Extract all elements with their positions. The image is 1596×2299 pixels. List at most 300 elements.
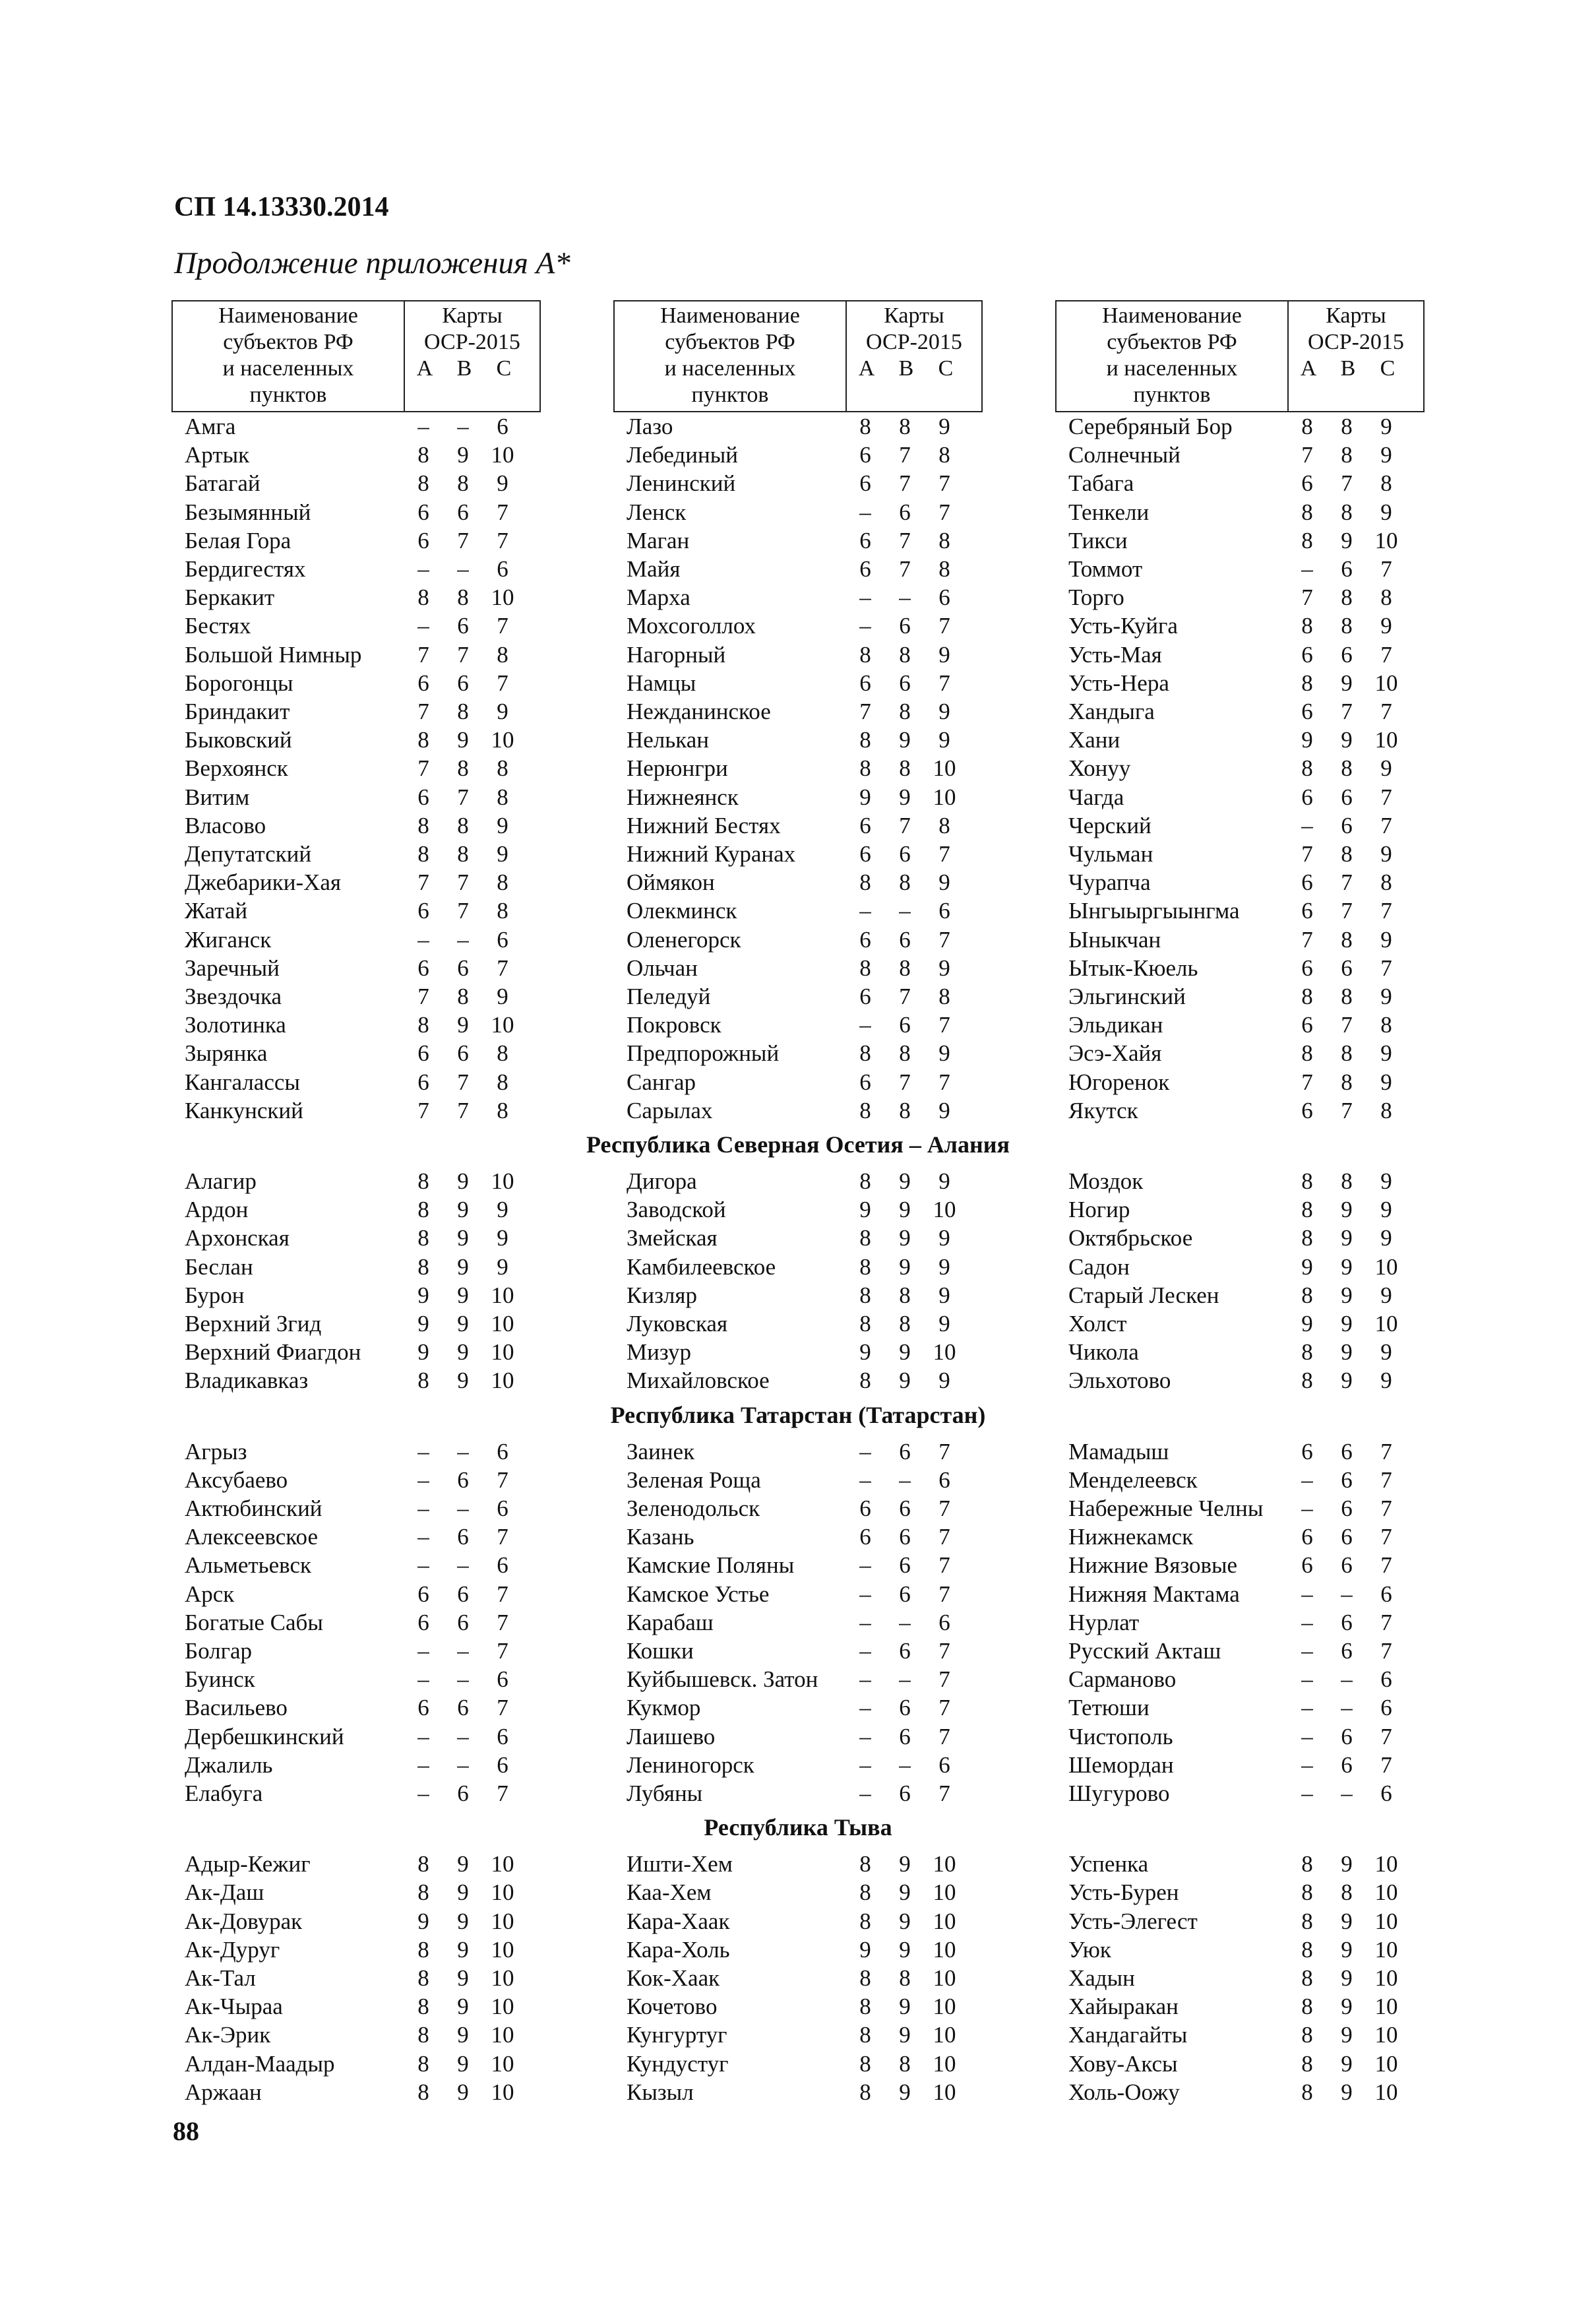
intensity-c: 7 [938,1496,950,1521]
settlement-name: Джалиль [185,1751,273,1778]
table-row [171,555,567,583]
intensity-a: 6 [859,1496,871,1521]
intensity-b: 8 [899,1311,911,1337]
intensity-c: 8 [497,1040,508,1067]
intensity-c: 9 [1380,1197,1392,1223]
intensity-c: 10 [1374,727,1398,753]
table-row [613,1494,1009,1523]
intensity-c: 10 [1374,2050,1398,2077]
header-name-line: пунктов [249,383,327,407]
settlement-name: Уюк [1068,1936,1111,1963]
intensity-c: 9 [1380,1168,1392,1194]
table-row [1055,1936,1451,1964]
settlement-name: Альметьевск [185,1552,312,1579]
intensity-b: 6 [457,1609,469,1635]
intensity-a: 6 [1301,955,1313,981]
intensity-a: – [1301,1695,1313,1721]
intensity-c: 7 [497,613,508,639]
settlement-name: Агрыз [185,1438,247,1464]
intensity-a: 8 [417,727,429,753]
table-row [171,726,567,754]
table-row [613,1167,1009,1195]
intensity-c: 6 [497,926,508,953]
intensity-b: 9 [457,442,469,468]
intensity-a: – [1301,1751,1313,1778]
table-row [613,2050,1009,2078]
settlement-name: Хайыракан [1068,1994,1179,2020]
intensity-b: 6 [899,1695,911,1721]
intensity-a: 8 [417,812,429,838]
table-row [1055,1992,1451,2021]
settlement-name: Кукмор [627,1695,701,1721]
intensity-b: 9 [1341,1311,1353,1337]
intensity-c: 9 [1380,442,1392,468]
intensity-b: – [899,1466,911,1493]
intensity-a: – [1301,1496,1313,1521]
intensity-c: 7 [497,499,508,525]
intensity-b: 6 [1341,556,1353,582]
intensity-b: – [457,1751,469,1778]
intensity-a: – [859,1012,871,1038]
intensity-c: 9 [1380,499,1392,525]
intensity-b: 6 [1341,812,1353,838]
intensity-b: 6 [899,499,911,525]
intensity-b: 6 [1341,1751,1353,1778]
settlement-name: Арск [185,1581,235,1607]
settlement-name: Оймякон [627,869,715,896]
table-row [613,954,1009,982]
intensity-c: 9 [938,641,950,668]
intensity-b: 7 [457,898,469,924]
settlement-name: Борогонцы [185,670,293,696]
intensity-a: 9 [859,1197,871,1223]
intensity-c: 7 [938,1780,950,1806]
settlement-name: Хандыга [1068,699,1155,724]
settlement-name: Лубяны [627,1780,703,1806]
intensity-a: 8 [859,1040,871,1067]
intensity-a: 8 [859,1965,871,1991]
intensity-c: 10 [491,2050,514,2077]
intensity-b: 8 [457,699,469,724]
settlement-name: Артык [185,442,250,468]
intensity-b: 7 [457,1069,469,1095]
intensity-c: 7 [497,1638,508,1664]
intensity-a: 9 [859,784,871,810]
table-row [613,897,1009,925]
intensity-c: 6 [497,1666,508,1693]
settlement-name: Эльдикан [1068,1012,1163,1038]
intensity-a: – [1301,1666,1313,1693]
intensity-c: 9 [1380,1282,1392,1308]
intensity-b: 9 [899,727,911,753]
settlement-name: Холь-Оожу [1068,2079,1180,2105]
settlement-name: Нежданинское [627,699,771,724]
intensity-b: 6 [457,1581,469,1607]
settlement-name: Дербешкинский [185,1723,344,1749]
intensity-c: 7 [938,926,950,953]
intensity-a: 8 [417,841,429,867]
table-row [613,1281,1009,1309]
intensity-b: 9 [1341,1936,1353,1963]
intensity-c: 10 [1374,670,1398,696]
intensity-c: 8 [497,755,508,782]
table-row [613,1011,1009,1039]
document-code: СП 14.13330.2014 [174,192,389,222]
intensity-b: 9 [457,1012,469,1038]
intensity-c: 9 [938,869,950,896]
settlement-name: Зырянка [185,1040,268,1067]
table-row [613,1195,1009,1224]
table-row [171,641,567,669]
settlement-name: Олекминск [627,898,737,924]
intensity-b: 9 [457,1197,469,1223]
intensity-b: 9 [457,1311,469,1337]
settlement-name: Русский Акташ [1068,1638,1221,1664]
table-row [1055,1366,1451,1395]
settlement-name: Усть-Нера [1068,670,1169,696]
intensity-b: 8 [457,812,469,838]
settlement-name: Хонуу [1068,755,1131,782]
intensity-a: 6 [1301,1012,1313,1038]
table-row [1055,1224,1451,1252]
table-row [613,1907,1009,1936]
intensity-b: 8 [457,841,469,867]
header-maps-column [405,303,539,356]
settlement-name: Кара-Холь [627,1936,730,1963]
intensity-b: 8 [1341,1168,1353,1194]
intensity-a: 8 [417,1936,429,1963]
settlement-name: Камбилеевское [627,1253,776,1280]
intensity-a: – [1301,1466,1313,1493]
intensity-a: 8 [1301,1225,1313,1251]
table-row [613,1637,1009,1665]
intensity-c: 8 [938,442,950,468]
header-maps-line: ОСР-2015 [1308,330,1404,354]
intensity-c: 7 [938,1638,950,1664]
table-header [171,300,541,412]
intensity-b: 6 [457,613,469,639]
intensity-b: 7 [899,556,911,582]
intensity-a: 8 [1301,1851,1313,1877]
intensity-a: – [417,1496,429,1521]
intensity-b: 6 [899,1438,911,1464]
intensity-a: – [859,1438,871,1464]
header-letter: А [1300,356,1317,381]
table-row [613,2021,1009,2049]
settlement-name: Марха [627,584,691,611]
table-row [1055,1637,1451,1665]
intensity-a: 9 [1301,1311,1313,1337]
intensity-c: 9 [938,699,950,724]
intensity-b: 9 [457,727,469,753]
settlement-name: Ногир [1068,1197,1130,1223]
intensity-a: 6 [859,670,871,696]
intensity-b: – [457,1438,469,1464]
intensity-a: – [417,1438,429,1464]
table-row [171,1964,567,1992]
intensity-a: 8 [1301,2022,1313,2048]
intensity-c: 7 [497,955,508,981]
settlement-name: Торго [1068,584,1124,611]
settlement-name: Аржаан [185,2079,262,2105]
intensity-b: 8 [899,2050,911,2077]
settlement-name: Мохсоголлох [627,613,756,639]
intensity-c: 9 [1380,1040,1392,1067]
table-row [1055,1779,1451,1808]
table-row [171,1281,567,1309]
settlement-name: Лебединый [627,442,738,468]
table-row [1055,982,1451,1011]
table-row [171,1253,567,1281]
intensity-b: 8 [899,699,911,724]
intensity-c: 10 [1374,527,1398,553]
intensity-a: 6 [1301,1524,1313,1550]
settlement-name: Шугурово [1068,1780,1170,1806]
intensity-a: – [859,1666,871,1693]
intensity-b: 9 [1341,1282,1353,1308]
intensity-b: 7 [457,1097,469,1123]
intensity-c: 9 [1380,926,1392,953]
intensity-c: 8 [938,984,950,1009]
table-row [613,868,1009,897]
header-maps-line: Карты [1326,303,1386,328]
table-row [1055,954,1451,982]
settlement-name: Лениногорск [627,1751,754,1778]
settlement-name: Витим [185,784,250,810]
intensity-c: 9 [1380,1339,1392,1366]
table-row [613,583,1009,612]
table-row [1055,1011,1451,1039]
settlement-name: Беркакит [185,584,275,611]
intensity-b: 8 [899,641,911,668]
settlement-name: Садон [1068,1253,1130,1280]
intensity-c: 7 [938,1666,950,1693]
intensity-b: – [457,556,469,582]
table-row [171,2078,567,2106]
intensity-b: 6 [899,841,911,867]
intensity-b: 6 [1341,955,1353,981]
region-heading: Республика Тыва [704,1814,892,1841]
intensity-b: 9 [1341,527,1353,553]
intensity-a: – [417,414,429,439]
intensity-b: 8 [899,869,911,896]
intensity-c: 7 [497,527,508,553]
intensity-b: 7 [457,784,469,810]
settlement-name: Ынгыыргыынгма [1068,898,1240,924]
table-row [1055,1096,1451,1125]
settlement-name: Усть-Элегест [1068,1908,1198,1934]
settlement-name: Ак-Довурак [185,1908,303,1934]
settlement-name: Елабуга [185,1780,263,1806]
intensity-a: 8 [1301,1994,1313,2020]
intensity-b: 9 [1341,2022,1353,2048]
table-row [171,1751,567,1779]
settlement-name: Кочетово [627,1994,718,2020]
table-row [1055,1551,1451,1579]
intensity-c: 10 [1374,2022,1398,2048]
intensity-c: 9 [938,1253,950,1280]
table-row [171,868,567,897]
settlement-name: Заинек [627,1438,695,1464]
settlement-name: Бердигестях [185,556,306,582]
intensity-b: – [457,1496,469,1521]
settlement-name: Аксубаево [185,1466,288,1493]
intensity-b: – [1341,1666,1353,1693]
table-row [171,526,567,555]
header-name-column [173,303,404,408]
intensity-b: 9 [1341,2050,1353,2077]
settlement-name: Предпорожный [627,1040,780,1067]
intensity-a: – [417,1666,429,1693]
settlement-name: Ленинский [627,470,736,497]
intensity-b: – [457,1552,469,1579]
intensity-b: 8 [899,1040,911,1067]
intensity-b: 9 [457,1994,469,2020]
intensity-a: 6 [1301,1552,1313,1579]
settlement-name: Октябрьское [1068,1225,1193,1251]
table-row [171,1096,567,1125]
intensity-c: 7 [497,670,508,696]
intensity-a: 9 [859,1936,871,1963]
settlement-name: Кундустуг [627,2050,729,2077]
intensity-c: 7 [1380,1609,1392,1635]
intensity-a: 8 [859,1225,871,1251]
intensity-b: – [457,1666,469,1693]
settlement-name: Серебряный Бор [1068,414,1233,439]
intensity-b: 7 [899,1069,911,1095]
intensity-a: 7 [417,984,429,1009]
settlement-name: Хадын [1068,1965,1135,1991]
table-row [613,441,1009,469]
intensity-b: 7 [457,527,469,553]
intensity-a: 8 [417,1168,429,1194]
settlement-name: Нижнекамск [1068,1524,1194,1550]
table-row [613,612,1009,640]
header-letter: В [456,356,472,381]
intensity-c: 10 [1374,1879,1398,1906]
intensity-b: 7 [457,869,469,896]
intensity-c: 9 [938,1225,950,1251]
table-row [1055,1195,1451,1224]
intensity-c: 10 [1374,2079,1398,2105]
intensity-c: 10 [491,1012,514,1038]
intensity-b: 6 [1341,1466,1353,1493]
table-row [613,1224,1009,1252]
intensity-c: 7 [938,841,950,867]
intensity-a: 7 [417,755,429,782]
intensity-a: 8 [859,955,871,981]
settlement-name: Ак-Эрик [185,2022,271,2048]
table-row [613,526,1009,555]
intensity-a: 8 [1301,1282,1313,1308]
intensity-a: 6 [1301,699,1313,724]
intensity-b: 9 [457,2079,469,2105]
table-row [171,2050,567,2078]
table-row [171,982,567,1011]
intensity-c: 9 [938,1168,950,1194]
intensity-a: – [859,584,871,611]
settlement-name: Камское Устье [627,1581,770,1607]
intensity-b: 9 [457,1253,469,1280]
settlement-name: Буинск [185,1666,255,1693]
intensity-c: 8 [1380,1097,1392,1123]
intensity-c: 7 [497,1695,508,1721]
intensity-b: 6 [1341,1723,1353,1749]
intensity-c: 10 [491,442,514,468]
table-row [171,1637,567,1665]
header-name-line: и населенных [222,356,354,381]
table-row [1055,783,1451,811]
settlement-name: Карабаш [627,1609,714,1635]
settlement-name: Звездочка [185,984,282,1009]
header-name-line: и населенных [1106,356,1238,381]
settlement-name: Нурлат [1068,1609,1140,1635]
intensity-b: 7 [1341,898,1353,924]
table-row [613,1366,1009,1395]
intensity-a: 8 [1301,755,1313,782]
intensity-b: 6 [899,613,911,639]
intensity-a: – [859,1552,871,1579]
header-name-line: Наименование [660,303,800,328]
intensity-c: 9 [1380,414,1392,439]
intensity-c: 7 [938,1012,950,1038]
settlement-name: Канкунский [185,1097,303,1123]
intensity-b: 9 [457,2022,469,2048]
intensity-b: 6 [899,1496,911,1521]
intensity-a: 8 [1301,613,1313,639]
table-row [613,926,1009,954]
settlement-name: Старый Лескен [1068,1282,1219,1308]
settlement-name: Амга [185,414,236,439]
intensity-b: 6 [1341,1438,1353,1464]
intensity-b: – [457,414,469,439]
intensity-c: 8 [497,641,508,668]
intensity-a: – [417,1638,429,1664]
intensity-a: 8 [417,1879,429,1906]
intensity-a: – [859,1638,871,1664]
intensity-a: 8 [859,2050,871,2077]
table-row [613,498,1009,526]
intensity-c: 8 [1380,584,1392,611]
header-letter: С [496,356,512,381]
settlement-name: Сарманово [1068,1666,1177,1693]
intensity-c: 10 [933,1879,956,1906]
intensity-c: 6 [938,584,950,611]
settlement-name: Тикси [1068,527,1128,553]
intensity-b: 7 [1341,470,1353,497]
settlement-name: Золотинка [185,1012,286,1038]
table-row [1055,1907,1451,1936]
table-row [171,498,567,526]
intensity-c: 10 [1374,1965,1398,1991]
settlement-name: Оленегорск [627,926,741,953]
intensity-b: 7 [899,470,911,497]
settlement-name: Югоренок [1068,1069,1170,1095]
intensity-b: 6 [457,499,469,525]
intensity-b: 6 [1341,784,1353,810]
table-row [1055,1850,1451,1878]
settlement-name: Чагда [1068,784,1124,810]
intensity-b: 9 [1341,1197,1353,1223]
table-row [171,412,567,441]
intensity-a: – [859,1609,871,1635]
intensity-b: – [899,584,911,611]
table-header [1055,300,1425,412]
intensity-a: 9 [417,1311,429,1337]
intensity-a: 7 [417,699,429,724]
table-row [171,954,567,982]
intensity-c: 9 [938,1097,950,1123]
